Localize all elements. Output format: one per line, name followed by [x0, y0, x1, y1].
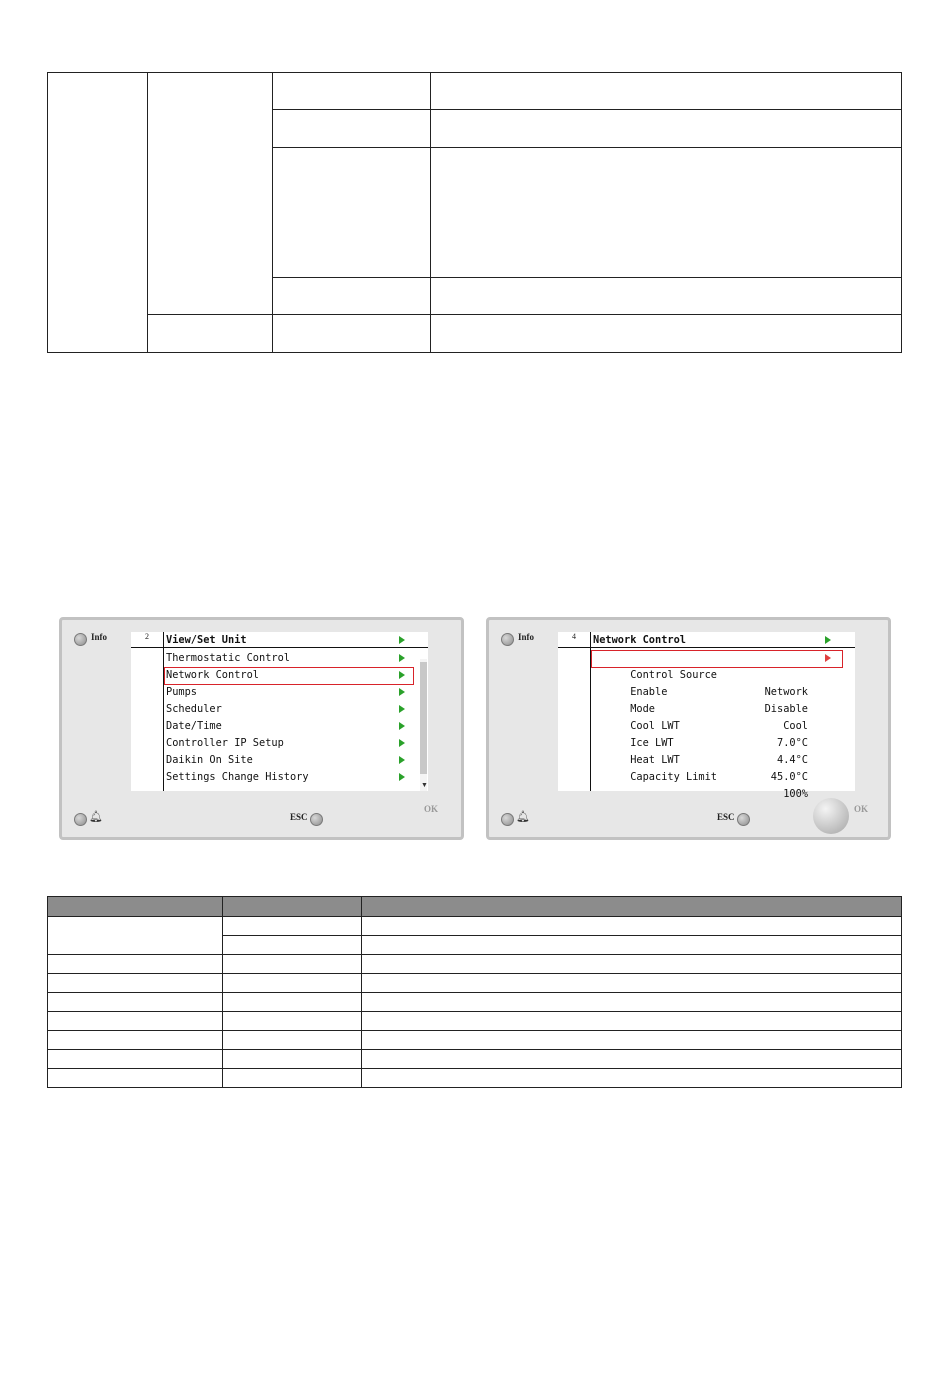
setting-value: 45.0°C: [770, 771, 808, 783]
table-cell: [48, 1012, 223, 1031]
screen-title: View/Set Unit: [166, 634, 247, 646]
menu-item-thermostatic-control[interactable]: Thermostatic Control: [166, 652, 290, 664]
table-cell: [273, 110, 431, 148]
table-cell: [223, 1050, 362, 1069]
bell-icon: 🔔︎: [516, 811, 530, 823]
setting-value: Cool: [783, 720, 808, 732]
menu-item-network-control[interactable]: Network Control: [166, 669, 259, 681]
page-number: 4: [572, 632, 576, 641]
table-cell: [223, 974, 362, 993]
table-header-cell: [48, 897, 223, 917]
ok-label: OK: [424, 804, 439, 814]
table-cell: [148, 314, 273, 352]
arrow-right-icon: [399, 654, 405, 662]
display-screen: [558, 632, 855, 800]
arrow-right-icon: [399, 688, 405, 696]
arrow-right-icon: [399, 636, 405, 644]
info-button[interactable]: [74, 633, 87, 646]
table-cell: [362, 917, 902, 936]
bell-icon: 🔔︎: [89, 811, 103, 823]
table-cell: [223, 1031, 362, 1050]
table-cell: [362, 1050, 902, 1069]
table-cell: [431, 110, 902, 148]
table-cell: [223, 1069, 362, 1088]
setting-label: Enable: [630, 686, 668, 698]
arrow-right-icon: [399, 705, 405, 713]
table-cell: [362, 1012, 902, 1031]
table-cell: [273, 277, 431, 314]
esc-button[interactable]: [310, 813, 323, 826]
setting-value: 100%: [783, 788, 808, 800]
table-cell: [362, 1031, 902, 1050]
ok-label: OK: [854, 804, 869, 814]
alarm-button[interactable]: [501, 813, 514, 826]
table-cell: [48, 974, 223, 993]
menu-item-controller-ip-setup[interactable]: Controller IP Setup: [166, 737, 284, 749]
table-cell: [48, 1069, 223, 1088]
hmi-panel-network-control: [486, 617, 891, 840]
table-cell: [223, 936, 362, 955]
table-cell: [273, 73, 431, 110]
table-cell: [223, 1012, 362, 1031]
table-cell: [273, 148, 431, 277]
menu-item-daikin-on-site[interactable]: Daikin On Site: [166, 754, 253, 766]
divider: [163, 632, 164, 791]
setting-value: Network: [764, 686, 808, 698]
hmi-panel-view-set-unit: [59, 617, 464, 840]
page-number: 2: [145, 632, 149, 641]
screen-title: Network Control: [593, 634, 686, 646]
info-label: Info: [518, 632, 535, 642]
top-table: [47, 72, 902, 353]
setting-label: Control Source: [630, 669, 717, 681]
arrow-right-icon: [399, 756, 405, 764]
table-cell: [48, 1031, 223, 1050]
table-cell: [273, 314, 431, 352]
table-cell: [362, 1069, 902, 1088]
setting-label: Heat LWT: [630, 754, 680, 766]
alarm-button[interactable]: [74, 813, 87, 826]
scroll-down-icon[interactable]: ▼: [421, 782, 428, 789]
setting-label: Mode: [630, 703, 656, 715]
table-cell: [223, 993, 362, 1012]
table-cell: [223, 917, 362, 936]
table-cell: [362, 955, 902, 974]
menu-item-scheduler[interactable]: Scheduler: [166, 703, 222, 715]
table-cell: [48, 993, 223, 1012]
arrow-right-icon: [399, 739, 405, 747]
arrow-right-icon: [399, 722, 405, 730]
table-cell: [431, 314, 902, 352]
table-cell: [48, 955, 223, 974]
table-cell: [431, 148, 902, 277]
setting-label: Ice LWT: [630, 737, 674, 749]
table-cell: [48, 1050, 223, 1069]
table-cell: [223, 955, 362, 974]
menu-item-settings-change-history[interactable]: Settings Change History: [166, 771, 309, 783]
table-cell: [48, 73, 148, 353]
setting-value: 4.4°C: [777, 754, 808, 766]
table-cell: [431, 277, 902, 314]
setting-value: 7.0°C: [777, 737, 808, 749]
selection-highlight: [591, 650, 843, 668]
info-button[interactable]: [501, 633, 514, 646]
table-cell: [431, 73, 902, 110]
setting-label: Capacity Limit: [630, 771, 717, 783]
esc-button[interactable]: [737, 813, 750, 826]
table-cell: [148, 73, 273, 315]
table-cell: [362, 993, 902, 1012]
info-label: Info: [91, 632, 108, 642]
ok-knob[interactable]: [813, 798, 849, 834]
setting-label: Cool LWT: [630, 720, 680, 732]
menu-item-pumps[interactable]: Pumps: [166, 686, 197, 698]
table-cell: [48, 917, 223, 955]
table-header-cell: [362, 897, 902, 917]
arrow-right-icon: [825, 636, 831, 644]
table-cell: [362, 936, 902, 955]
esc-label: ESC: [290, 812, 308, 822]
setting-value: Disable: [764, 703, 808, 715]
scrollbar[interactable]: [420, 659, 427, 791]
selection-highlight: [164, 667, 414, 685]
table-cell: [362, 974, 902, 993]
display-screen: [131, 632, 428, 791]
scrollbar-thumb[interactable]: [420, 662, 427, 774]
menu-item-date-time[interactable]: Date/Time: [166, 720, 222, 732]
parameter-table: [47, 896, 902, 1088]
table-header-cell: [223, 897, 362, 917]
arrow-right-icon: [399, 773, 405, 781]
esc-label: ESC: [717, 812, 735, 822]
